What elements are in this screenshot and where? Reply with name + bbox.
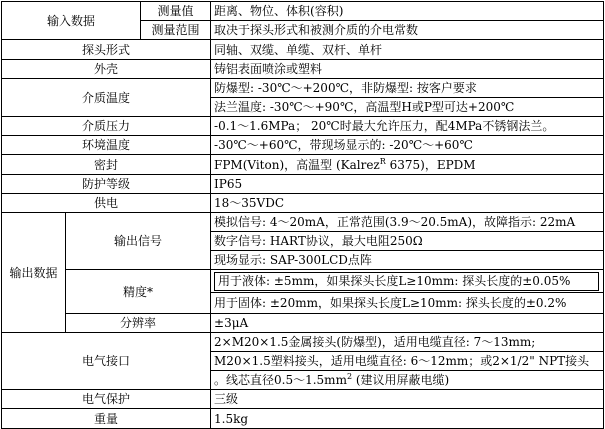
- output-signal-label: 输出信号: [66, 213, 211, 270]
- table-row: [2, 155, 604, 175]
- table-row: [2, 2, 604, 21]
- accuracy-liquid-text: 用于液体: ±5mm，如果探头长度L≥10mm: 探头长度的±0.05%: [214, 272, 599, 291]
- accuracy-label: 精度*: [66, 270, 211, 314]
- table-row: [2, 213, 604, 232]
- output-signal-digital: 数字信号: HART协议，最大电阻250Ω: [211, 232, 604, 251]
- electrical-interface-line-3-text: 。线芯直径0.5～1.5mm: [214, 373, 347, 387]
- protection-class-label: 防护等级: [2, 175, 211, 194]
- resolution-value: ±3μA: [211, 314, 604, 333]
- seal-label: 密封: [2, 155, 211, 175]
- registered-mark: R: [379, 156, 386, 166]
- electrical-interface-line-1: 2×M20×1.5金属接头(防爆型)，适用电缆直径: 7～13mm;: [211, 333, 604, 352]
- input-data-label: 输入数据: [2, 2, 141, 40]
- table-row: [2, 136, 604, 155]
- seal-value-text: FPM(Viton)，高温型 (Kalrez: [214, 157, 380, 172]
- accuracy-solid: 用于固体: ±20mm，如果探头长度L≥10mm: 探头长度的±0.2%: [211, 293, 604, 314]
- housing-label: 外壳: [2, 60, 211, 79]
- housing-value: 铸铝表面喷涂或塑料: [211, 60, 604, 79]
- medium-temp-label: 介质温度: [2, 79, 211, 117]
- output-signal-display: 现场显示: SAP-300LCD点阵: [211, 251, 604, 270]
- protection-class-value: IP65: [211, 175, 604, 194]
- probe-type-value: 同轴、双缆、单缆、双杆、单杆: [211, 40, 604, 60]
- table-row: [2, 270, 604, 293]
- resolution-label: 分辨率: [66, 314, 211, 333]
- electrical-interface-line-3: [211, 371, 604, 390]
- output-data-label: 输出数据: [2, 213, 66, 333]
- power-value: 18～35VDC: [211, 194, 604, 213]
- measured-value: 距离、物位、体积(容积): [211, 2, 604, 21]
- medium-temp-value-2: 法兰温度: -30℃～+90℃，高温型H或P型可达+200℃: [211, 98, 604, 117]
- measured-value-label: 测量值: [141, 2, 211, 21]
- seal-value-text-end: 6375)，EPDM: [385, 157, 476, 172]
- table-row: [2, 409, 604, 429]
- table-row: [2, 314, 604, 333]
- table-row: [2, 194, 604, 213]
- accuracy-liquid: [211, 270, 604, 293]
- seal-value: [211, 155, 604, 175]
- probe-type-label: 探头形式: [2, 40, 211, 60]
- table-row: [2, 390, 604, 409]
- electrical-protection-label: 电气保护: [2, 390, 211, 409]
- weight-value: 1.5kg: [211, 409, 604, 429]
- measure-range-label: 测量范围: [141, 21, 211, 40]
- ambient-temp-value: -30℃～+60℃，带现场显示的: -20℃～+60℃: [211, 136, 604, 155]
- medium-pressure-value: -0.1～1.6MPa； 20℃时最大允许压力，配4MPa不锈钢法兰。: [211, 117, 604, 136]
- electrical-protection-value: 三级: [211, 390, 604, 409]
- power-label: 供电: [2, 194, 211, 213]
- measure-range-value: 取决于探头形式和被测介质的介电常数: [211, 21, 604, 40]
- table-row: [2, 60, 604, 79]
- table-row: [2, 79, 604, 98]
- table-row: [2, 40, 604, 60]
- spec-table: [1, 1, 604, 429]
- electrical-interface-label: 电气接口: [2, 333, 211, 390]
- ambient-temp-label: 环境温度: [2, 136, 211, 155]
- superscript-two: 2: [346, 372, 353, 381]
- table-row: [2, 175, 604, 194]
- table-row: [2, 117, 604, 136]
- medium-temp-value-1: 防爆型: -30℃～+200℃，非防爆型: 按客户要求: [211, 79, 604, 98]
- table-row: [2, 333, 604, 352]
- electrical-interface-line-2: M20×1.5塑料接头，适用电缆直径: 6～12mm；或2×1/2" NPT接头: [211, 352, 604, 371]
- electrical-interface-line-3-end: (建议用屏蔽电缆): [352, 373, 450, 387]
- output-signal-analog: 模拟信号: 4～20mA，正常范围(3.9～20.5mA)，故障指示: 22mA: [211, 213, 604, 232]
- medium-pressure-label: 介质压力: [2, 117, 211, 136]
- weight-label: 重量: [2, 409, 211, 429]
